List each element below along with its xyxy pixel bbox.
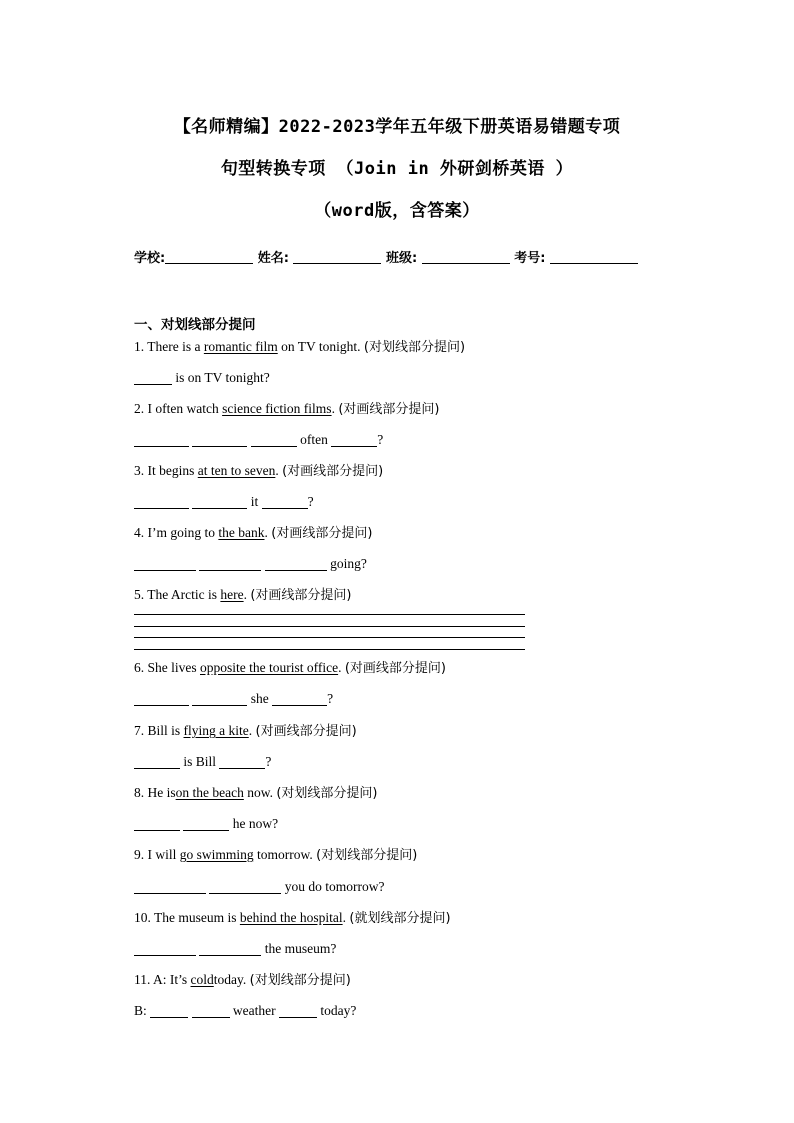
answer-blank[interactable] (199, 942, 261, 956)
question-8 (134, 784, 378, 803)
answer-text: often (300, 432, 328, 447)
instruction-hint: (对划线部分提问) (363, 340, 466, 355)
underlined-phrase: science fiction films (222, 401, 332, 416)
answer-blank[interactable] (150, 1004, 188, 1018)
question-6 (134, 659, 446, 678)
question-1 (134, 338, 465, 357)
answer-text: the museum? (264, 941, 337, 956)
underlined-phrase: cold (190, 972, 214, 987)
section-title: 一、对划线部分提问 (134, 317, 256, 333)
answer-line[interactable] (134, 614, 525, 615)
question-number: 10. (134, 910, 151, 925)
question-text: She lives (147, 660, 197, 675)
answer-blank[interactable] (192, 433, 247, 447)
answer-blank[interactable] (134, 557, 196, 571)
answer-text: is on TV tonight? (175, 370, 270, 385)
answer-blank[interactable] (265, 557, 327, 571)
answer-blank[interactable] (199, 557, 261, 571)
question-11 (134, 971, 351, 990)
answer-7 (134, 753, 271, 771)
question-number: 4. (134, 525, 145, 540)
question-text: The Arctic is (147, 587, 217, 602)
answer-text: you do tomorrow? (284, 879, 385, 894)
answer-blank[interactable] (192, 692, 247, 706)
question-text: It begins (147, 463, 195, 478)
underlined-phrase: behind the hospital (239, 910, 343, 925)
question-number: 11. (134, 972, 151, 987)
question-text: . (342, 910, 346, 925)
answer-blank[interactable] (134, 433, 189, 447)
title-line-3: （word版，含答案） (314, 201, 480, 221)
answer-blank[interactable] (192, 495, 247, 509)
question-text: A: It’s (153, 972, 188, 987)
instruction-hint: (对划线部分提问) (316, 848, 418, 863)
answer-blank[interactable] (251, 433, 297, 447)
instruction-hint: (就划线部分提问) (349, 911, 451, 926)
instruction-hint: (对画线部分提问) (255, 724, 357, 739)
name-label: 姓名: (257, 251, 289, 266)
question-10 (134, 909, 451, 928)
answer-blank[interactable] (134, 495, 189, 509)
answer-text: weather (232, 1003, 276, 1018)
answer-blank[interactable] (279, 1004, 317, 1018)
question-3 (134, 462, 383, 481)
answer-blank[interactable] (134, 755, 180, 769)
underlined-phrase: the bank (218, 525, 265, 540)
answer-1 (134, 369, 270, 387)
answer-text: ? (307, 494, 314, 509)
answer-2 (134, 431, 383, 449)
school-blank[interactable] (165, 250, 253, 264)
instruction-hint: (对划线部分提问) (276, 786, 378, 801)
answer-text: ? (377, 432, 384, 447)
underlined-phrase: here (220, 587, 244, 602)
answer-text: ? (327, 691, 334, 706)
question-text: Bill is (147, 723, 181, 738)
answer-blank[interactable] (219, 755, 265, 769)
instruction-hint: (对画线部分提问) (338, 402, 440, 417)
answer-line[interactable] (134, 637, 525, 638)
underlined-phrase: go swimming (179, 847, 254, 862)
underlined-phrase: at ten to seven (197, 463, 276, 478)
question-text: . (331, 401, 335, 416)
answer-9 (134, 878, 384, 896)
question-text: . (264, 525, 268, 540)
question-number: 2. (134, 401, 145, 416)
name-blank[interactable] (293, 250, 381, 264)
question-number: 6. (134, 660, 145, 675)
underlined-phrase: opposite the tourist office (200, 660, 339, 675)
answer-blank[interactable] (209, 880, 281, 894)
question-text: now. (247, 785, 273, 800)
instruction-hint: (对画线部分提问) (282, 464, 384, 479)
instruction-hint: (对划线部分提问) (249, 973, 351, 988)
underlined-phrase: romantic film (203, 339, 278, 354)
answer-blank[interactable] (134, 817, 180, 831)
class-blank[interactable] (422, 250, 510, 264)
question-text: . (275, 463, 279, 478)
question-number: 9. (134, 847, 145, 862)
answer-blank[interactable] (183, 817, 229, 831)
answer-blank[interactable] (134, 942, 196, 956)
answer-11 (134, 1002, 356, 1020)
answer-text: is Bill (183, 754, 217, 769)
answer-text: she (250, 691, 269, 706)
question-text: . (243, 587, 247, 602)
answer-blank[interactable] (272, 692, 327, 706)
question-number: 8. (134, 785, 145, 800)
question-4 (134, 524, 372, 543)
answer-blank[interactable] (331, 433, 377, 447)
question-text: on TV tonight. (281, 339, 361, 354)
number-blank[interactable] (550, 250, 638, 264)
question-text: I will (147, 847, 177, 862)
question-number: 1. (134, 339, 145, 354)
answer-blank[interactable] (134, 692, 189, 706)
question-5 (134, 586, 352, 605)
answer-blank[interactable] (134, 880, 206, 894)
question-text: The museum is (154, 910, 237, 925)
instruction-hint: (对画线部分提问) (344, 661, 447, 676)
question-9 (134, 846, 417, 865)
question-text: today. (213, 972, 247, 987)
question-number: 7. (134, 723, 145, 738)
student-info-row (134, 247, 638, 266)
question-text: tomorrow. (257, 847, 313, 862)
question-number: 3. (134, 463, 145, 478)
answer-line[interactable] (134, 626, 525, 627)
question-2 (134, 400, 439, 419)
answer-4 (134, 555, 367, 573)
class-label: 班级: (386, 251, 418, 266)
school-label: 学校: (134, 251, 166, 266)
question-text: I often watch (147, 401, 219, 416)
instruction-hint: (对画线部分提问) (250, 588, 352, 603)
answer-10 (134, 940, 336, 958)
question-number: 5. (134, 587, 145, 602)
answer-8 (134, 815, 278, 833)
answer-blank[interactable] (192, 1004, 230, 1018)
title-line-1: 【名师精编】2022-2023学年五年级下册英语易错题专项 (173, 117, 621, 137)
answer-line[interactable] (134, 649, 525, 650)
answer-6 (134, 690, 333, 708)
answer-3 (134, 493, 314, 511)
question-text: There is a (147, 339, 201, 354)
question-text: . (338, 660, 342, 675)
question-7 (134, 722, 357, 741)
answer-text: B: (134, 1003, 147, 1018)
question-text: . (248, 723, 253, 738)
answer-text: today? (320, 1003, 357, 1018)
answer-text: ? (265, 754, 272, 769)
underlined-phrase: flying a kite (183, 723, 249, 738)
question-text: I’m going to (147, 525, 215, 540)
question-text: He is (147, 785, 176, 800)
answer-text: going? (330, 556, 367, 571)
answer-text: he now? (232, 816, 279, 831)
answer-text: it (250, 494, 259, 509)
number-label: 考号: (514, 251, 546, 266)
answer-blank[interactable] (134, 371, 172, 385)
instruction-hint: (对画线部分提问) (271, 526, 373, 541)
answer-blank[interactable] (262, 495, 308, 509)
title-line-2: 句型转换专项 （Join in 外研剑桥英语 ） (220, 159, 574, 179)
underlined-phrase: on the beach (175, 785, 244, 800)
